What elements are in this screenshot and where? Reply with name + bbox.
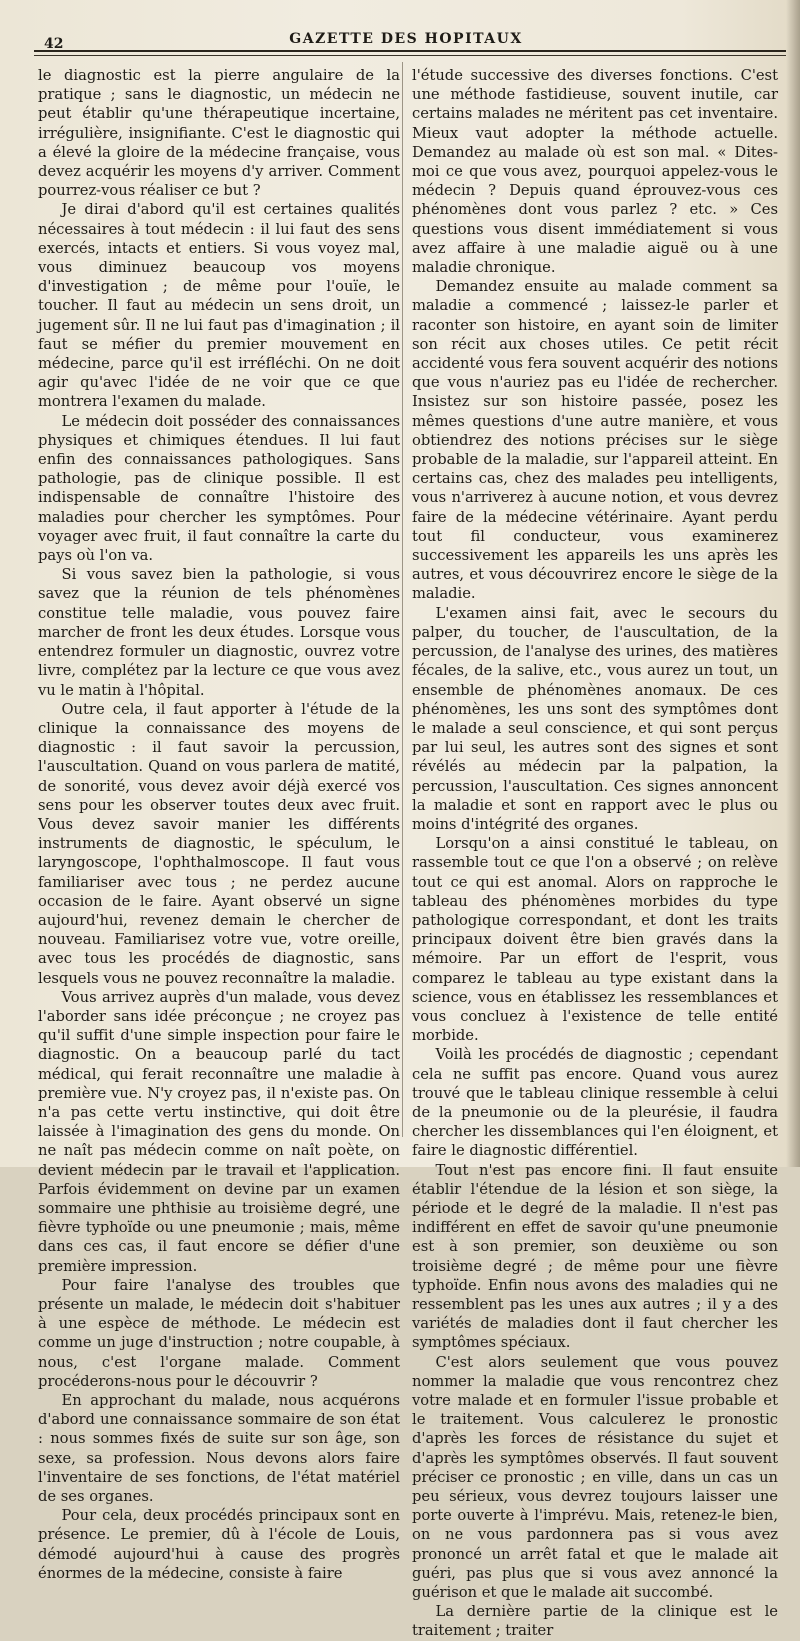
page-edge-shadow bbox=[786, 0, 800, 1167]
paragraph: Voilà les procédés de diagnostic ; cependant cela ne suffit pas encore. Quand vous aurez trouvé que le tableau clinique ressemble à celui de la pneumonie ou de la pleurésie, il faudra chercher les dissemblances qui l'en éloignent, et faire le diagnostic différentiel. bbox=[412, 1046, 778, 1160]
page-header bbox=[30, 28, 782, 52]
paragraph: Outre cela, il faut apporter à l'étude de la clinique la connaissance des moyens de diagnostic : il faut savoir la percussion, l'auscultation. Quand on vous parlera de matité, de sonorité, vous devez avoir déjà exercé vos sens pour les observer toutes deux avec fruit. Vous devez savoir manier les différents instruments de diagnostic, le spéculum, le laryngoscope, l'ophthalmoscope. Il faut vous familiariser avec tous ; ne perdez aucune occasion de le faire. Ayant observé un signe aujourd'hui, revenez demain le chercher de nouveau. Familiarisez votre vue, votre oreille, avec tous les procédés de diagnostic, sans lesquels vous ne pouvez reconnaître la maladie. bbox=[38, 700, 400, 987]
paragraph: En approchant du malade, nous acquérons d'abord une connaissance sommaire de son état : nous sommes fixés de suite sur son âge, son sexe, sa profession. Nous devons alors faire l'inventaire de ses fonctions, de l'état matériel de ses organes. bbox=[38, 1392, 400, 1506]
column-divider bbox=[402, 62, 403, 1137]
paragraph: Pour faire l'analyse des troubles que présente un malade, le médecin doit s'habituer à une espèce de méthode. Le médecin est comme un juge d'instruction ; notre coupable, à nous, c'est l'organe malade. Comment procéderons-nous pour le découvrir ? bbox=[38, 1276, 400, 1390]
paragraph: C'est alors seulement que vous pouvez nommer la maladie que vous rencontrez chez votre malade et en formuler l'issue probable et le traitement. Vous calculerez le pronostic d'après les forces de résistance du sujet et d'après les symptômes observés. Il faut souvent préciser ce pronostic ; en ville, dans un cas un peu sérieux, vous devrez toujours laisser une porte ouverte à l'imprévu. Mais, retenez-le bien, on ne vous pardonnera pas si vous avez prononcé un arrêt fatal et que le malade ait guéri, pas plus que si vous avez annoncé la guérison et que le malade ait succombé. bbox=[412, 1353, 778, 1602]
paragraph: Vous arrivez auprès d'un malade, vous devez l'aborder sans idée préconçue ; ne croyez pas qu'il suffit d'une simple inspection pour faire le diagnostic. On a beaucoup parlé du tact médical, qui ferait reconnaître une maladie à première vue. N'y croyez pas, il n'existe pas. On n'a pas cette vertu instinctive, qui doit être laissée à l'imagination des gens du monde. On ne naît pas médecin comme on naît poète, on devient médecin par le travail et l'application. Parfois évidemment on devine par un examen sommaire une phthisie au troisième degré, une fièvre typhoïde ou une pneumonie ; mais, même dans ces cas, il faut encore se défier d'une première impression. bbox=[38, 988, 400, 1275]
left-column bbox=[38, 66, 400, 1583]
running-title: GAZETTE DES HOPITAUX bbox=[289, 31, 523, 47]
paragraph: l'étude successive des diverses fonctions. C'est une méthode fastidieuse, souvent inutile, car certains malades ne méritent pas cet inventaire. Mieux vaut adopter la méthode actuelle. Demandez au malade où est son mal. « Dites-moi ce que vous avez, pourquoi appelez-vous le médecin ? Depuis quand éprouvez-vous ces phénomènes dont vous parlez ? etc. » Ces questions vous disent immédiatement si vous avez affaire à une maladie aiguë ou à une maladie chronique. bbox=[412, 67, 778, 277]
paragraph: La dernière partie de la clinique est le traitement ; traiter bbox=[412, 1603, 778, 1640]
paragraph: L'examen ainsi fait, avec le secours du palper, du toucher, de l'auscultation, de la percussion, de l'analyse des urines, des matières fécales, de la salive, etc., vous aurez un tout, un ensemble de phénomènes anomaux. De ces phénomènes, les uns sont des symptômes dont le malade a seul conscience, et qui sont perçus par lui seul, les autres sont des signes et sont révélés au médecin par la palpation, la percussion, l'auscultation. Ces signes annoncent la maladie et sont en rapport avec le plus ou moins d'intégrité des organes. bbox=[412, 604, 778, 833]
paragraph: Demandez ensuite au malade comment sa maladie a commencé ; laissez-le parler et raconter son histoire, en ayant soin de limiter son récit aux choses utiles. Ce petit récit accidenté vous fera souvent acquérir des notions que vous n'auriez pas eu l'idée de rechercher. Insistez sur son histoire passée, posez les mêmes questions d'une autre manière, et vous obtiendrez des notions précises sur le siège probable de la maladie, sur l'appareil atteint. En certains cas, chez des malades peu intelligents, vous n'arriverez à aucune notion, et vous devrez faire de la médecine vétérinaire. Ayant perdu tout fil conducteur, vous examinerez successivement les appareils les uns après les autres, et vous découvrirez encore le siège de la maladie. bbox=[412, 278, 778, 603]
header-rule-thin bbox=[34, 55, 786, 56]
paragraph: Lorsqu'on a ainsi constitué le tableau, on rassemble tout ce que l'on a observé ; on relève tout ce qui est anomal. Alors on rapproche le tableau des phénomènes morbides du type pathologique correspondant, et dont les traits principaux doivent être bien gravés dans la mémoire. Par un effort de l'esprit, vous comparez le tableau au type existant dans la science, vous en établissez les ressemblances et vous concluez à l'existence de telle entité morbide. bbox=[412, 835, 778, 1045]
paragraph: Si vous savez bien la pathologie, si vous savez que la réunion de tels phénomènes constitue telle maladie, vous pouvez faire marcher de front les deux études. Lorsque vous entendrez formuler un diagnostic, ouvrez votre livre, complétez par la lecture ce que vous avez vu le matin à l'hôpital. bbox=[38, 566, 400, 699]
right-column bbox=[412, 66, 778, 1641]
header-rule bbox=[34, 50, 786, 52]
page-number: 42 bbox=[44, 36, 64, 52]
paragraph: Le médecin doit posséder des connaissances physiques et chimiques étendues. Il lui faut enfin des connaissances pathologiques. Sans pathologie, pas de clinique possible. Il est indispensable de connaître l'histoire des maladies pour chercher les symptômes. Pour voyager avec fruit, il faut connaître la carte du pays où l'on va. bbox=[38, 412, 400, 565]
paragraph: Je dirai d'abord qu'il est certaines qualités nécessaires à tout médecin : il lui faut des sens exercés, intacts et entiers. Si vous voyez mal, vous diminuez beaucoup vos moyens d'investigation ; de même pour l'ouïe, le toucher. Il faut au médecin un sens droit, un jugement sûr. Il ne lui faut pas d'imagination ; il faut se méfier du premier mouvement en médecine, parce qu'il est irréfléchi. On ne doit agir qu'avec l'idée de ne voir que ce que montrera l'examen du malade. bbox=[38, 201, 400, 411]
paragraph: Pour cela, deux procédés principaux sont en présence. Le premier, dû à l'école de Louis, démodé aujourd'hui à cause des progrès énormes de la médecine, consiste à faire bbox=[38, 1507, 400, 1582]
paragraph: Tout n'est pas encore fini. Il faut ensuite établir l'étendue de la lésion et son siège, la période et le degré de la maladie. Il n'est pas indifférent en effet de savoir qu'une pneumonie est à son premier, son deuxième ou son troisième degré ; de même pour une fièvre typhoïde. Enfin nous avons des maladies qui ne ressemblent pas les unes aux autres ; il y a des variétés de maladies dont il faut chercher les symptômes spéciaux. bbox=[412, 1161, 778, 1352]
paragraph: le diagnostic est la pierre angulaire de la pratique ; sans le diagnostic, un médecin ne peut établir qu'une thérapeutique incertaine, irrégulière, insignifiante. C'est le diagnostic qui a élevé la gloire de la médecine française, vous devez acquérir les moyens d'y arriver. Comment pourrez-vous réaliser ce but ? bbox=[38, 67, 400, 200]
